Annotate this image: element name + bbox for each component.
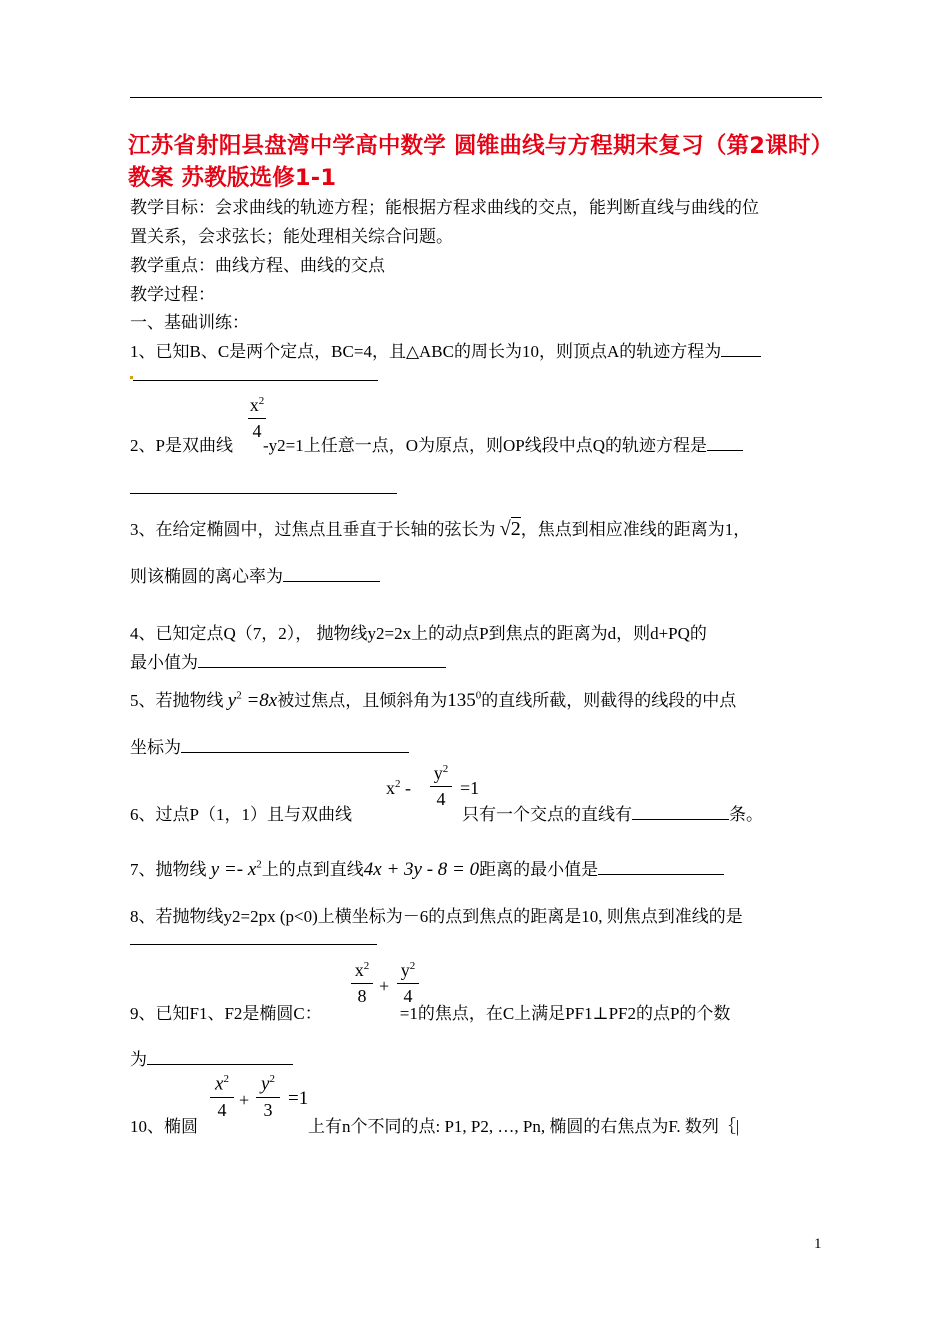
answer-blank <box>181 738 409 753</box>
section-basic-training: 一、基础训练： <box>130 313 249 332</box>
fraction-y2-over-4: $y^2$ 4 <box>426 763 456 810</box>
question-3-cont: 则该椭圆的离心率为 <box>130 562 380 587</box>
header-rule <box>130 97 822 98</box>
answer-blank <box>198 653 446 668</box>
answer-blank <box>130 930 377 945</box>
fraction-x2-over-4: $x^2$ 4 <box>208 1073 236 1121</box>
answer-blank <box>147 1050 293 1065</box>
question-2: 2、P是双曲线 -y2=1上任意一点，O为原点，则OP线段中点Q的轨迹方程是 <box>130 431 743 456</box>
question-7: 7、抛物线 $y =- x^2$上的点到直线4x + 3y - 8 = 0距离的最小值是 <box>130 855 724 881</box>
question-8: 8、若抛物线y2=2px (p<0)上横坐标为－6的点到焦点的距离是10, 则焦点到准线的是 <box>130 907 743 926</box>
answer-blank <box>721 342 761 357</box>
teaching-process: 教学过程： <box>130 285 215 304</box>
question-5: 5、若抛物线 $y^2 =8x$被过焦点，且倾斜角为$135^0$的直线所截，则截得的线段的中点 <box>130 689 737 711</box>
question-1 <box>130 337 761 362</box>
sqrt-symbol: √2 <box>499 518 521 540</box>
answer-blank <box>283 567 380 582</box>
fraction-y2-over-3: $y^2$ 3 <box>254 1073 282 1121</box>
fraction-x2-over-8: $x^2$ 8 <box>348 960 376 1007</box>
page-number: 1 <box>814 1236 822 1252</box>
equation-x2: $x^2$ - <box>386 778 411 798</box>
question-3: 3、在给定椭圆中，过焦点且垂直于长轴的弦长为 √2，焦点到相应准线的距离为1， <box>130 518 751 540</box>
fraction-x2-over-4: $x^2$ 4 <box>249 395 265 441</box>
question-9-cont: 为 <box>130 1045 293 1070</box>
equation-y2-8x: $y^2 =8x$ <box>227 689 278 711</box>
answer-blank <box>133 366 378 381</box>
question-10: 10、椭圆 上有n个不同的点: P1, P2, …, Pn, 椭圆的右焦点为F. 数列｛| <box>130 1117 740 1136</box>
question-8-blank-line <box>130 930 377 950</box>
equals-one: =1 <box>460 778 480 798</box>
answer-blank <box>598 860 724 875</box>
answer-blank <box>707 436 743 451</box>
question-1-blank-line <box>130 366 378 386</box>
equation-parabola: $y =- x^2$ <box>210 858 262 880</box>
question-4-cont: 最小值为 <box>130 648 446 673</box>
question-5-cont: 坐标为 <box>130 733 409 758</box>
teaching-goal-line1: 教学目标：会求曲线的轨迹方程；能根据方程求曲线的交点，能判断直线与曲线的位 <box>130 198 759 217</box>
equals-one: =1 <box>288 1088 309 1109</box>
question-9: 9、已知F1、F2是椭圆C： =1的焦点，在C上满足PF1⊥PF2的点P的个数 <box>130 1004 731 1023</box>
answer-blank <box>130 479 397 494</box>
angle-135: $135^0$ <box>447 689 482 711</box>
question-1-text: 1、已知B、C是两个定点，BC=4，且△ABC的周长为10，则顶点A的轨迹方程为 <box>130 342 722 361</box>
question-4: 4、已知定点Q（7，2）， 抛物线y2=2x上的动点P到焦点的距离为d，则d+PQ的 <box>130 624 707 643</box>
question-2-blank-line <box>130 479 397 499</box>
teaching-goal-line2: 置关系，会求弦长；能处理相关综合问题。 <box>130 227 453 246</box>
teaching-focus: 教学重点：曲线方程、曲线的交点 <box>130 256 385 275</box>
answer-blank <box>632 805 729 820</box>
plus-sign: + <box>379 976 390 996</box>
question-6: 6、过点P（1，1）且与双曲线 只有一个交点的直线有 条。 <box>130 805 763 824</box>
plus-sign: + <box>239 1090 250 1110</box>
fraction-y2-over-4: $y^2$ 4 <box>394 960 422 1007</box>
equation-line: 4x + 3y - 8 = 0 <box>363 859 480 880</box>
document-title: 江苏省射阳县盘湾中学高中数学 圆锥曲线与方程期末复习（第2课时）教案 苏教版选修1-1 <box>128 133 822 191</box>
